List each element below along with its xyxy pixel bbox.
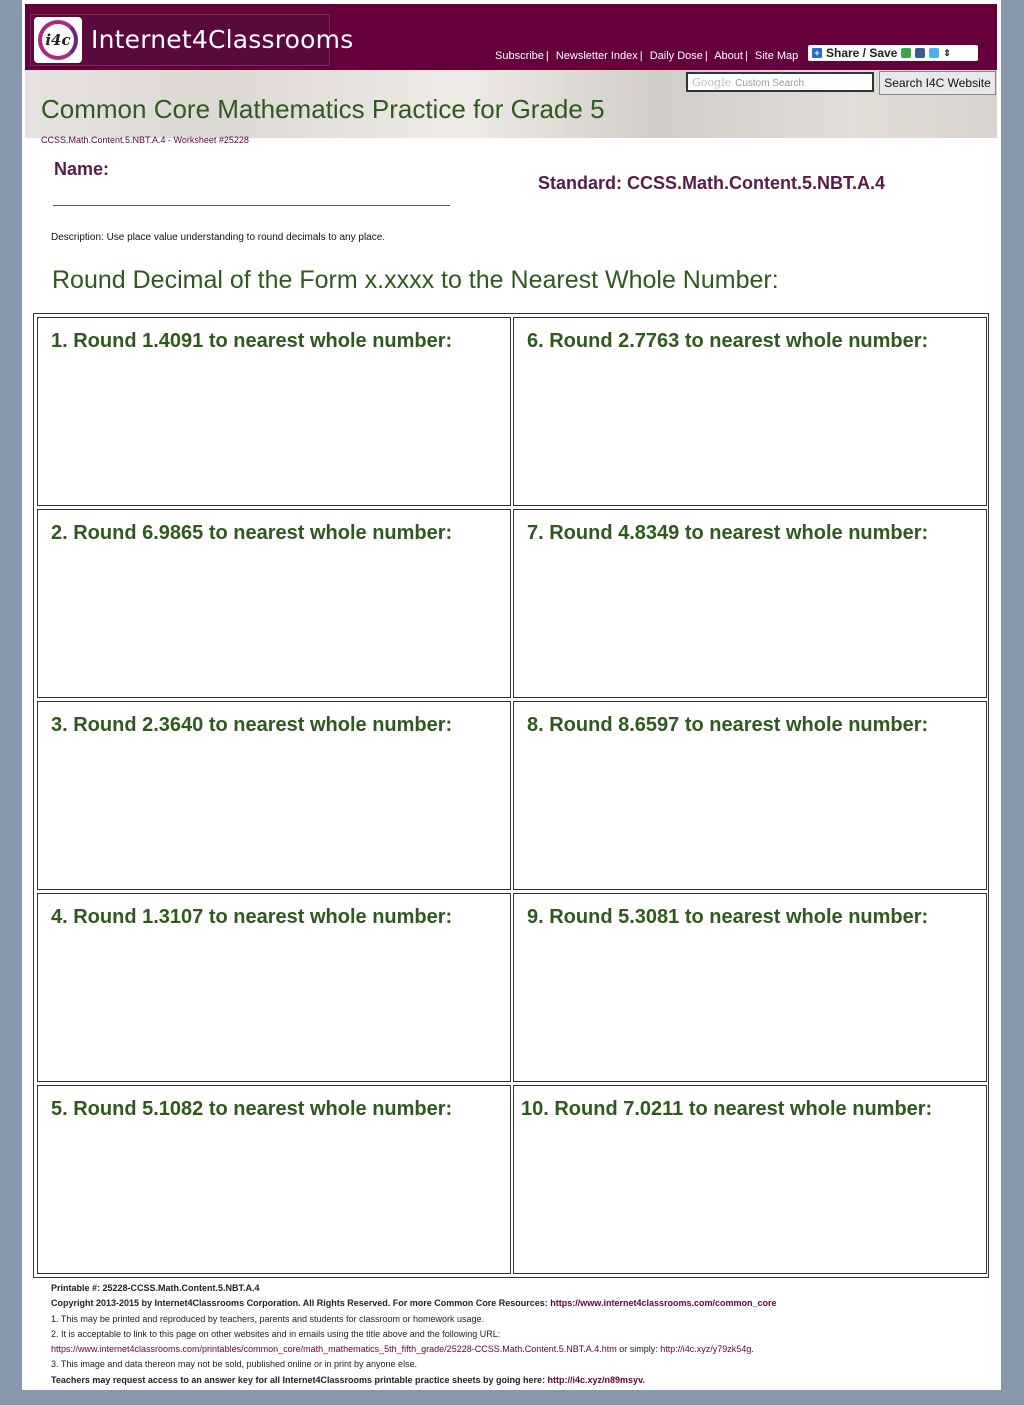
nav-separator: |	[744, 50, 748, 62]
question-text: 2. Round 6.9865 to nearest whole number:	[51, 522, 453, 544]
nav-newsletter-index[interactable]: Newsletter Index	[555, 50, 638, 62]
question-text: 6. Round 2.7763 to nearest whole number:	[527, 330, 929, 352]
question-text: 8. Round 8.6597 to nearest whole number:	[527, 714, 929, 736]
question-cell	[37, 701, 511, 890]
question-text: 4. Round 1.3107 to nearest whole number:	[51, 906, 453, 928]
logo-text: Internet4Classrooms	[91, 25, 354, 54]
answer-key-link[interactable]: http://i4c.xyz/n89msyv	[547, 1374, 643, 1385]
search-input[interactable]	[686, 72, 874, 92]
google-logo: Google	[692, 76, 732, 89]
question-cell	[513, 1085, 987, 1274]
common-core-link[interactable]: https://www.internet4classrooms.com/common_core	[550, 1298, 777, 1309]
footer-line1: 1. This may be printed and reproduced by teachers, parents and students for classroom or homework usage.	[51, 1313, 485, 1324]
share-save-button[interactable]	[808, 45, 978, 61]
logo-icon-text: i4c	[45, 31, 71, 49]
short-url-link[interactable]: http://i4c.xyz/y79zk54g	[660, 1344, 752, 1355]
question-grid	[33, 313, 989, 1278]
question-cell	[513, 893, 987, 1082]
question-cell	[513, 317, 987, 506]
site-header	[25, 4, 997, 70]
top-nav	[495, 50, 798, 62]
name-line	[53, 205, 450, 206]
worksheet-heading: Round Decimal of the Form x.xxxx to the Nearest Whole Number:	[52, 266, 779, 294]
question-cell	[37, 1085, 511, 1274]
twitter-icon	[929, 48, 939, 58]
question-cell	[513, 701, 987, 890]
footer-teachers: Teachers may request access to an answer key for all Internet4Classrooms printable practice sheets by going here: http://i4c.xyz/n89msyv.	[51, 1374, 645, 1385]
footer-line2: 2. It is acceptable to link to this page on other websites and in emails using the title above and the following URL:	[51, 1328, 501, 1339]
question-text: 5. Round 5.1082 to nearest whole number:	[51, 1098, 453, 1120]
nav-daily-dose[interactable]: Daily Dose	[649, 50, 703, 62]
question-text: 1. Round 1.4091 to nearest whole number:	[51, 330, 453, 352]
site-logo[interactable]	[30, 14, 354, 66]
question-cell	[513, 509, 987, 698]
question-cell	[37, 509, 511, 698]
share-label: Share / Save	[826, 46, 898, 60]
footer-printable: Printable #: 25228-CCSS.Math.Content.5.NBT.A.4	[51, 1283, 260, 1293]
nav-separator: |	[704, 50, 708, 62]
i4c-logo-icon	[34, 17, 82, 63]
question-cell	[37, 893, 511, 1082]
search-button[interactable]: Search I4C Website	[879, 71, 996, 95]
worksheet-page	[22, 0, 1001, 1390]
nav-separator: |	[639, 50, 643, 62]
question-cell	[37, 317, 511, 506]
question-text: 3. Round 2.3640 to nearest whole number:	[51, 714, 453, 736]
plus-icon: +	[812, 48, 822, 58]
question-text: 7. Round 4.8349 to nearest whole number:	[527, 522, 929, 544]
nav-separator: |	[545, 50, 549, 62]
facebook-icon	[915, 48, 925, 58]
refresh-icon	[901, 48, 911, 58]
chevron-updown-icon: ⇕	[943, 47, 951, 58]
nav-subscribe[interactable]: Subscribe	[495, 50, 544, 62]
description: Description: Use place value understanding to round decimals to any place.	[51, 232, 386, 243]
footer-copyright: Copyright 2013-2015 by Internet4Classrooms Corporation. All Rights Reserved. For more Common Core Resources: https://www.internet4classrooms.com/common_core	[51, 1298, 777, 1309]
question-text: 10. Round 7.0211 to nearest whole number:	[521, 1098, 933, 1120]
long-url-link[interactable]: https://www.internet4classrooms.com/printables/common_core/math_mathematics_5th_fifth_grade/25228-CCSS.Math.Content.5.NBT.A.4.htm	[51, 1344, 617, 1355]
footer-urls: https://www.internet4classrooms.com/printables/common_core/math_mathematics_5th_fifth_grade/25228-CCSS.Math.Content.5.NBT.A.4.htm or simply: http://i4c.xyz/y79zk54g.	[51, 1344, 754, 1355]
question-text: 9. Round 5.3081 to nearest whole number:	[527, 906, 929, 928]
standard-label: Standard: CCSS.Math.Content.5.NBT.A.4	[538, 173, 886, 193]
footer-line3: 3. This image and data thereon may not be sold, published online or in print by anyone else.	[51, 1359, 418, 1370]
nav-about[interactable]: About	[714, 50, 743, 62]
search-placeholder: Custom Search	[735, 78, 805, 89]
page-title: Common Core Mathematics Practice for Grade 5	[41, 94, 605, 124]
breadcrumb: CCSS.Math.Content.5.NBT.A.4 - Worksheet #25228	[41, 135, 249, 145]
name-label: Name:	[54, 159, 110, 179]
footer	[51, 1281, 777, 1388]
nav-site-map[interactable]: Site Map	[754, 50, 799, 62]
